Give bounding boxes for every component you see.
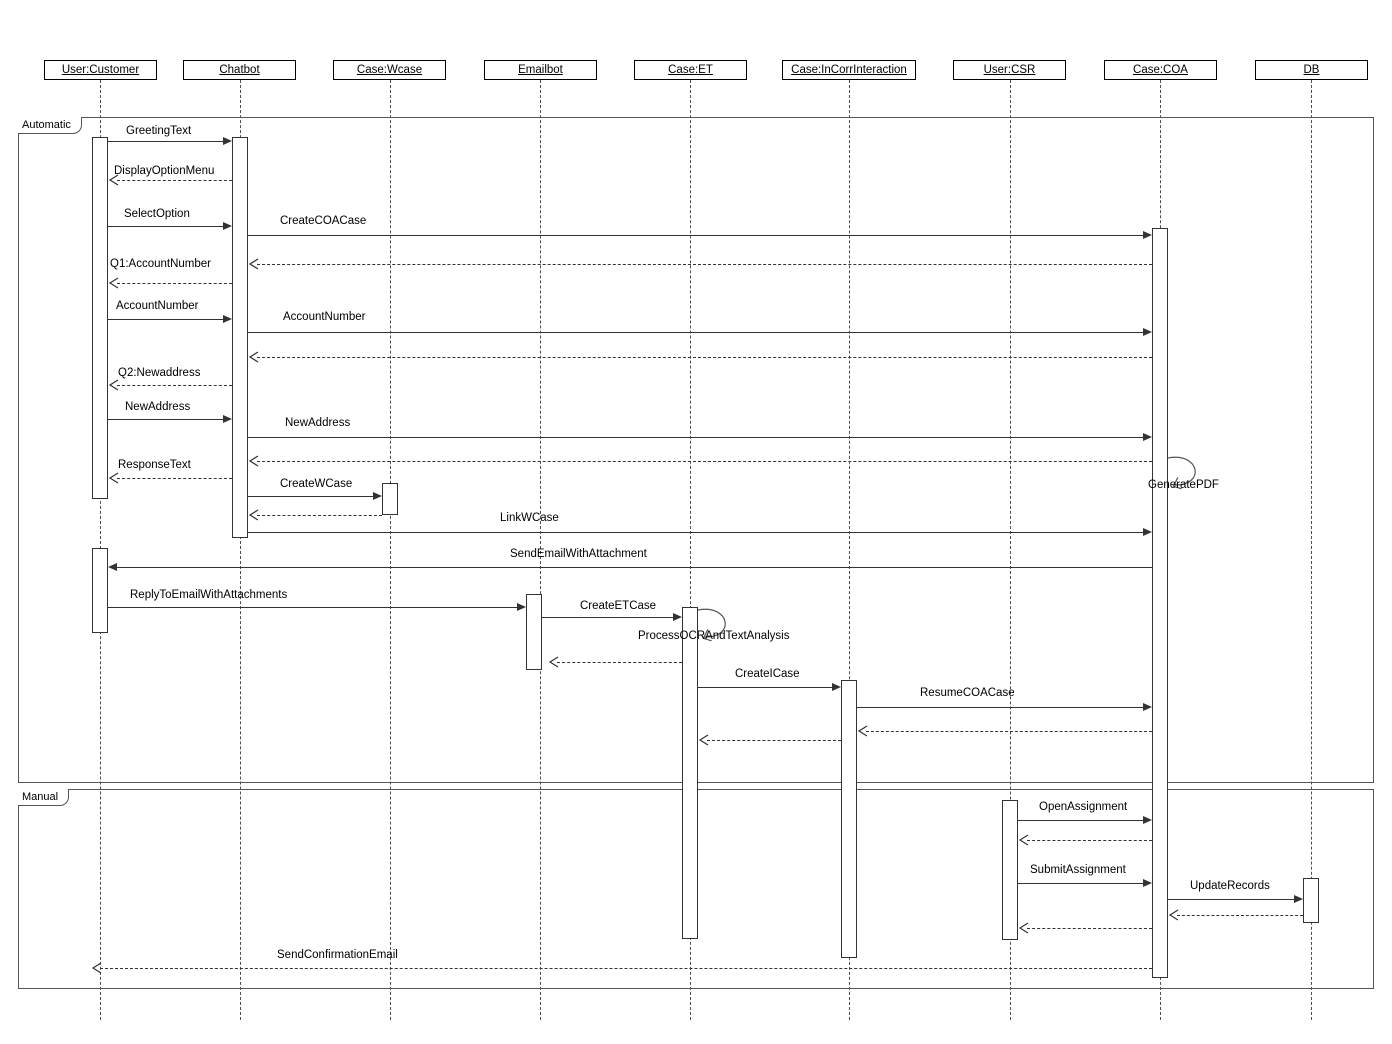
message-line-newaddress-user xyxy=(108,419,223,420)
lifeline-head-case-wcase[interactable]: Case:Wcase xyxy=(333,60,446,80)
message-line-q1-relay xyxy=(117,283,232,284)
lifeline-head-case-et[interactable]: Case:ET xyxy=(634,60,747,80)
message-line-resumecoacase xyxy=(857,707,1144,708)
activation-case-wcase-1 xyxy=(382,483,398,515)
activation-emailbot-1 xyxy=(526,594,542,670)
self-message-processocrandtextanalysis xyxy=(690,604,750,654)
message-line-openassignment xyxy=(1018,820,1144,821)
lifeline-head-db[interactable]: DB xyxy=(1255,60,1368,80)
activation-user-customer-1 xyxy=(92,137,108,499)
message-label-processocrandtextanalysis: ProcessOCRAndTextAnalysis xyxy=(638,630,790,642)
message-label-responsetext: ResponseText xyxy=(118,459,191,471)
message-line-createcoacase xyxy=(248,235,1144,236)
activation-user-csr-1 xyxy=(1002,800,1018,940)
activation-user-customer-2 xyxy=(92,548,108,633)
message-label-q1accountnumber: Q1:AccountNumber xyxy=(110,258,211,270)
message-line-sendconfirmationemail xyxy=(100,968,1152,969)
message-arrow-q1accountnumber xyxy=(249,256,265,272)
message-line-wcase-reply xyxy=(257,515,382,516)
message-line-replytoemailwithattachments xyxy=(108,607,518,608)
message-arrow-linkwcase xyxy=(1143,528,1152,536)
message-label-submitassignment: SubmitAssignment xyxy=(1030,864,1126,876)
message-line-q2newaddress xyxy=(117,385,232,386)
activation-case-et-1 xyxy=(682,607,698,939)
message-arrow-db-reply xyxy=(1169,907,1185,923)
message-arrow-coa-reply-csr-1 xyxy=(1019,832,1035,848)
message-label-createetcase: CreateETCase xyxy=(580,600,657,612)
message-line-linkwcase xyxy=(248,532,1144,533)
activation-db-1 xyxy=(1303,878,1319,923)
message-arrow-createetcase xyxy=(673,613,682,621)
message-line-coa-reply-2 xyxy=(257,461,1152,462)
message-line-et-reply-emailbot xyxy=(557,662,682,663)
message-label-displayoptionmenu: DisplayOptionMenu xyxy=(114,165,215,177)
message-arrow-accountnumber-coa xyxy=(1143,328,1152,336)
message-arrow-accountnumber-user xyxy=(223,315,232,323)
message-line-coa-reply-1 xyxy=(257,357,1152,358)
message-label-greetingtext: GreetingText xyxy=(126,125,192,137)
message-label-q2newaddress: Q2:Newaddress xyxy=(118,367,201,379)
self-message-generatepdf xyxy=(1160,452,1220,502)
message-arrow-selectoption xyxy=(223,222,232,230)
lifeline-head-case-coa[interactable]: Case:COA xyxy=(1104,60,1217,80)
message-arrow-sendconfirmationemail xyxy=(92,960,108,976)
lifeline-head-user-csr[interactable]: User:CSR xyxy=(953,60,1066,80)
message-arrow-incorr-reply-et xyxy=(699,732,715,748)
message-line-responsetext xyxy=(117,478,232,479)
message-line-updaterecords xyxy=(1168,899,1295,900)
message-label-selectoption: SelectOption xyxy=(124,208,190,220)
message-label-accountnumber-coa: AccountNumber xyxy=(283,311,366,323)
message-line-createwcase xyxy=(248,496,374,497)
message-line-accountnumber-user xyxy=(108,319,223,320)
message-label-accountnumber-user: AccountNumber xyxy=(116,300,199,312)
message-label-sendconfirmationemail: SendConfirmationEmail xyxy=(277,949,398,961)
message-arrow-responsetext xyxy=(109,470,125,486)
message-arrow-et-reply-emailbot xyxy=(549,654,565,670)
message-label-createwcase: CreateWCase xyxy=(280,478,353,490)
message-arrow-newaddress-user xyxy=(223,415,232,423)
message-arrow-wcase-reply xyxy=(249,507,265,523)
message-arrow-createicase xyxy=(832,683,841,691)
message-line-sendemailwithattachment xyxy=(117,567,1152,568)
message-label-updaterecords: UpdateRecords xyxy=(1190,880,1270,892)
message-label-newaddress-coa: NewAddress xyxy=(285,417,351,429)
message-line-coa-reply-csr-1 xyxy=(1027,840,1152,841)
message-arrow-openassignment xyxy=(1143,816,1152,824)
message-line-accountnumber-coa xyxy=(248,332,1144,333)
activation-chatbot-1 xyxy=(232,137,248,538)
message-line-greetingtext xyxy=(108,141,223,142)
message-arrow-submitassignment xyxy=(1143,879,1152,887)
message-line-coa-reply-incorr xyxy=(866,731,1152,732)
message-arrow-coa-reply-2 xyxy=(249,453,265,469)
message-arrow-sendemailwithattachment xyxy=(108,563,117,571)
message-arrow-newaddress-coa xyxy=(1143,433,1152,441)
message-arrow-q2newaddress xyxy=(109,377,125,393)
lifeline-head-chatbot[interactable]: Chatbot xyxy=(183,60,296,80)
message-label-openassignment: OpenAssignment xyxy=(1039,801,1128,813)
message-arrow-coa-reply-incorr xyxy=(858,723,874,739)
message-line-incorr-reply-et xyxy=(707,740,841,741)
lifeline-head-emailbot[interactable]: Emailbot xyxy=(484,60,597,80)
message-arrow-greetingtext xyxy=(223,137,232,145)
lifeline-head-user-customer[interactable]: User:Customer xyxy=(44,60,157,80)
activation-case-incorrinteraction-1 xyxy=(841,680,857,958)
message-line-selectoption xyxy=(108,226,223,227)
message-line-createicase xyxy=(698,687,833,688)
message-label-generatepdf: GeneratePDF xyxy=(1148,479,1219,491)
message-arrow-replytoemailwithattachments xyxy=(517,603,526,611)
message-label-createcoacase: CreateCOACase xyxy=(280,215,367,227)
message-label-resumecoacase: ResumeCOACase xyxy=(920,687,1015,699)
message-arrow-updaterecords xyxy=(1294,895,1303,903)
message-label-replytoemailwithattachments: ReplyToEmailWithAttachments xyxy=(130,589,288,601)
message-line-newaddress-coa xyxy=(248,437,1144,438)
message-arrow-resumecoacase xyxy=(1143,703,1152,711)
fragment-manual-label: Manual xyxy=(18,789,69,806)
message-line-q1accountnumber xyxy=(257,264,1152,265)
lifeline-head-case-incorrinteraction[interactable]: Case:InCorrInteraction xyxy=(782,60,916,80)
activation-case-coa-1 xyxy=(1152,228,1168,978)
message-label-linkwcase: LinkWCase xyxy=(500,512,559,524)
message-line-coa-reply-csr-2 xyxy=(1027,928,1152,929)
message-line-submitassignment xyxy=(1018,883,1144,884)
message-line-createetcase xyxy=(542,617,673,618)
message-arrow-coa-reply-1 xyxy=(249,349,265,365)
message-arrow-coa-reply-csr-2 xyxy=(1019,920,1035,936)
message-label-newaddress-user: NewAddress xyxy=(125,401,191,413)
fragment-automatic-label: Automatic xyxy=(18,117,82,134)
message-label-createicase: CreateICase xyxy=(735,668,800,680)
message-arrow-q1-relay xyxy=(109,275,125,291)
message-line-displayoptionmenu xyxy=(117,180,232,181)
message-line-db-reply xyxy=(1177,915,1303,916)
message-arrow-createwcase xyxy=(373,492,382,500)
message-label-sendemailwithattachment: SendEmailWithAttachment xyxy=(510,548,647,560)
message-arrow-createcoacase xyxy=(1143,231,1152,239)
